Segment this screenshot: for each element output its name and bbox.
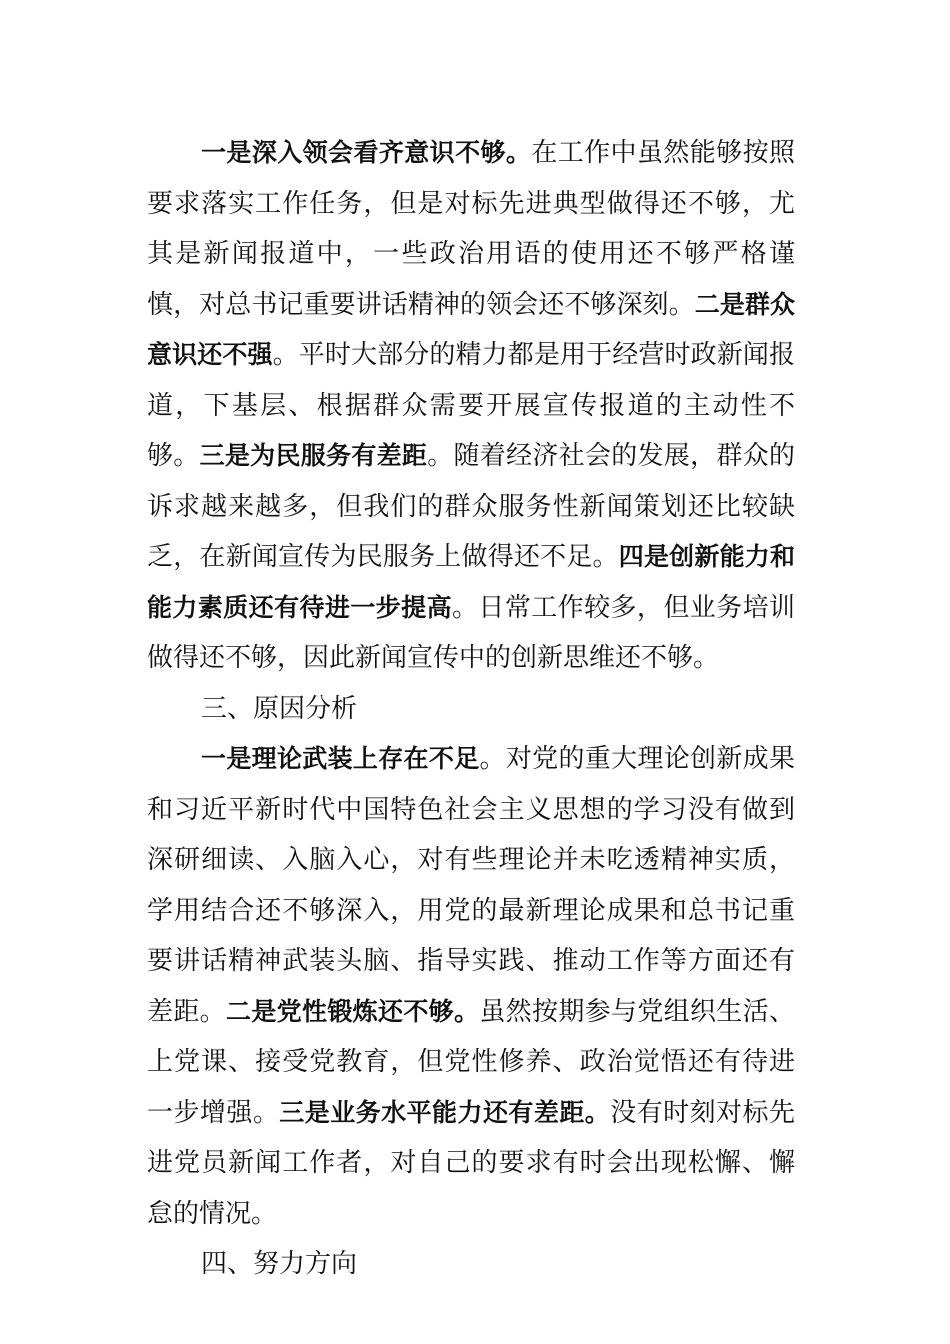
document-body (147, 128, 795, 1290)
cause-3-text: 没有时刻对标先进党员新闻工作者，对自己的要求有时会出现松懈、懈怠的情况。 (147, 1097, 795, 1229)
cause-3-heading: 三是业务水平能力还有差距。 (279, 1097, 611, 1127)
point-1-text: 在工作中虽然能够按照要求落实工作任务，但是对标先进典型做得还不够，尤其是新闻报道中，一些政治用语的使用还不够严格谨慎，对总书记重要讲话精神的领会还不够深刻。 (147, 138, 795, 320)
point-2-heading: 二是群众意识还不强 (147, 289, 795, 369)
point-4-heading: 四是创新能力和能力素质还有待进一步提高 (147, 542, 795, 622)
point-2-text: 。平时大部分的精力都是用于经营时政新闻报道，下基层、根据群众需要开展宣传报道的主动性不够。 (147, 340, 795, 471)
cause-2-heading: 二是党性锻炼还不够。 (226, 996, 480, 1026)
point-4-text: 。日常工作较多，但业务培训做得还不够，因此新闻宣传中的创新思维还不够。 (147, 592, 795, 673)
section-heading-cause-analysis: 三、原因分析 (201, 693, 358, 724)
paragraph-causes (147, 734, 795, 1239)
paragraph-problems (147, 128, 795, 684)
cause-1-heading: 一是理论武装上存在不足 (201, 744, 480, 773)
point-3-text: 。随着经济社会的发展，群众的诉求越来越多，但我们的群众服务性新闻策划还比较缺乏，在新闻宣传为民服务上做得还不足。 (147, 441, 795, 572)
point-3-heading: 三是为民服务有差距 (199, 441, 428, 470)
cause-2-text: 虽然按期参与党组织生活、上党课、接受党教育，但党性修养、政治觉悟还有待进一步增强。 (147, 996, 795, 1128)
point-1-heading: 一是深入领会看齐意识不够。 (201, 138, 532, 167)
section-heading-direction: 四、努力方向 (201, 1249, 358, 1279)
cause-1-text: 。对党的重大理论创新成果和习近平新时代中国特色社会主义思想的学习没有做到深研细读、入脑入心，对有些理论并未吃透精神实质，学用结合还不够深入，用党的最新理论成果和总书记重要讲话精神武装头脑、指导实践、推动工作等方面还有差距。 (147, 744, 795, 1027)
